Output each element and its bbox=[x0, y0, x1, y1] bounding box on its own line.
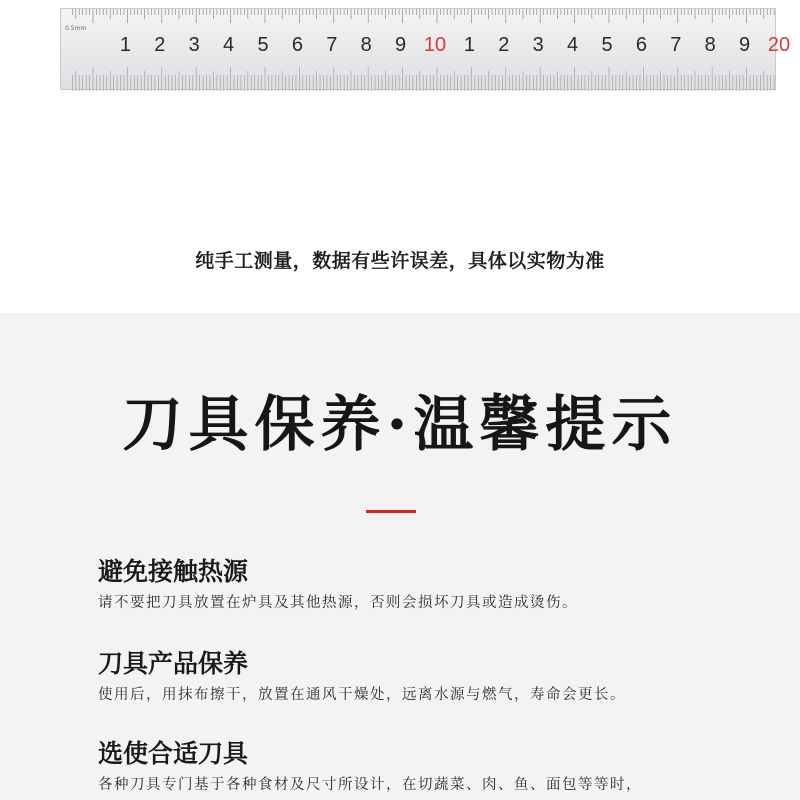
tip-product-care bbox=[98, 651, 626, 703]
knife-care-section bbox=[0, 313, 800, 800]
ruler-number: 4 bbox=[223, 34, 235, 56]
ruler-unit-label: 0.5mm bbox=[65, 25, 87, 32]
ruler-number: 7 bbox=[670, 34, 682, 56]
ruler-number: 1 bbox=[119, 34, 131, 56]
measurement-disclaimer: 纯手工测量，数据有些许误差，具体以实物为准 bbox=[195, 250, 605, 272]
ruler-number: 8 bbox=[704, 34, 716, 56]
tip-title: 避免接触热源 bbox=[98, 557, 249, 586]
ruler-number: 9 bbox=[395, 34, 407, 56]
tip-text: 各种刀具专门基于各种食材及尺寸所设计，在切蔬菜、肉、鱼、面包等等时， bbox=[98, 777, 642, 793]
ruler-number: 9 bbox=[739, 34, 751, 56]
tip-title: 选使合适刀具 bbox=[98, 739, 249, 768]
ruler-image bbox=[60, 8, 791, 90]
ruler-number: 20 bbox=[767, 34, 791, 56]
ruler-number: 6 bbox=[291, 34, 303, 56]
tip-choose-knife bbox=[98, 741, 642, 793]
ruler-number: 7 bbox=[326, 34, 338, 56]
ruler-number: 8 bbox=[360, 34, 372, 56]
ruler-number: 2 bbox=[498, 34, 510, 56]
ruler-number: 5 bbox=[601, 34, 613, 56]
product-measurement-section bbox=[0, 0, 800, 313]
ruler-number: 10 bbox=[423, 34, 447, 56]
ruler-number: 6 bbox=[635, 34, 647, 56]
ruler-number: 3 bbox=[188, 34, 200, 56]
ruler-number: 4 bbox=[567, 34, 579, 56]
tip-text: 使用后，用抹布擦干，放置在通风干燥处，远离水源与燃气，寿命会更长。 bbox=[98, 687, 626, 703]
red-divider bbox=[366, 510, 416, 513]
ruler-number: 2 bbox=[154, 34, 166, 56]
tip-title: 刀具产品保养 bbox=[98, 649, 249, 678]
ruler-number: 5 bbox=[257, 34, 269, 56]
ruler-number: 3 bbox=[532, 34, 544, 56]
tip-text: 请不要把刀具放置在炉具及其他热源，否则会损坏刀具或造成烫伤。 bbox=[98, 595, 578, 611]
tip-heat-source bbox=[98, 559, 578, 611]
ruler-number: 1 bbox=[463, 34, 475, 56]
care-title: 刀具保养·温馨提示 bbox=[122, 390, 678, 460]
